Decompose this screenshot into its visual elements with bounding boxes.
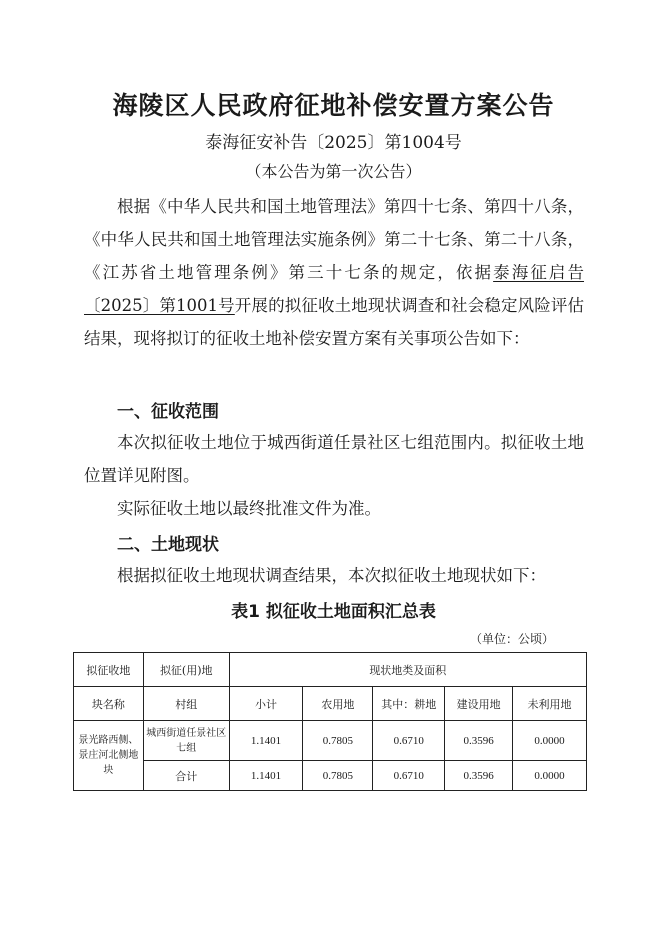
header-cultivated: 其中：耕地 bbox=[373, 687, 445, 721]
total-subtotal-cell: 1.1401 bbox=[229, 761, 303, 791]
subtotal-cell: 1.1401 bbox=[229, 721, 303, 761]
intro-text-part1: 根据《中华人民共和国土地管理法》第四十七条、第四十八条，《中华人民共和国土地管理法实施条例》第二十七条、第二十八条，《江苏省土地管理条例》第三十七条的规定，依据 bbox=[84, 197, 584, 282]
scope-note-paragraph: 实际征收土地以最终批准文件为准。 bbox=[117, 499, 381, 518]
page-title: 海陵区人民政府征地补偿安置方案公告 bbox=[112, 91, 555, 120]
table-subheader-row bbox=[74, 687, 587, 721]
total-label-cell: 合计 bbox=[143, 761, 229, 791]
construction-cell: 0.3596 bbox=[445, 721, 513, 761]
section-heading-status: 二、土地现状 bbox=[117, 535, 219, 555]
intro-paragraph bbox=[84, 190, 584, 355]
header-village-line2: 村组 bbox=[143, 687, 229, 721]
unused-cell: 0.0000 bbox=[513, 721, 587, 761]
block-name-cell: 景光路西侧、景庄河北侧地块 bbox=[74, 721, 144, 791]
section-heading-scope: 一、征收范围 bbox=[117, 402, 219, 422]
header-subtotal: 小计 bbox=[229, 687, 303, 721]
header-land-type-group: 现状地类及面积 bbox=[229, 653, 586, 687]
intro-text-part2: 开展的拟征收土地现状调查和社会稳定风险评估结果，现将拟订的征收土地补偿安置方案有关事项公告如下： bbox=[84, 296, 585, 348]
referenced-notice-number: 泰海征启告〔2025〕第1001号 bbox=[84, 263, 585, 315]
header-construction: 建设用地 bbox=[445, 687, 513, 721]
status-paragraph: 根据拟征收土地现状调查结果，本次拟征收土地现状如下： bbox=[117, 566, 546, 585]
document-subtitle: （本公告为第一次公告） bbox=[245, 162, 422, 181]
village-cell: 城西街道任景社区七组 bbox=[143, 721, 229, 761]
total-cultivated-cell: 0.6710 bbox=[373, 761, 445, 791]
table-unit: （单位：公顷） bbox=[470, 632, 555, 646]
header-block-name-line2: 块名称 bbox=[74, 687, 144, 721]
header-agricultural: 农用地 bbox=[303, 687, 373, 721]
table-header-row bbox=[74, 653, 587, 687]
land-area-table bbox=[73, 652, 587, 791]
total-unused-cell: 0.0000 bbox=[513, 761, 587, 791]
total-agricultural-cell: 0.7805 bbox=[303, 761, 373, 791]
header-village-line1: 拟征(用)地 bbox=[143, 653, 229, 687]
table-caption: 表1 拟征收土地面积汇总表 bbox=[231, 602, 436, 622]
document-number: 泰海征安补告〔2025〕第1004号 bbox=[205, 133, 462, 153]
total-construction-cell: 0.3596 bbox=[445, 761, 513, 791]
agricultural-cell: 0.7805 bbox=[303, 721, 373, 761]
scope-paragraph: 本次拟征收土地位于城西街道任景社区七组范围内。拟征收土地位置详见附图。 bbox=[84, 433, 584, 485]
cultivated-cell: 0.6710 bbox=[373, 721, 445, 761]
table-row bbox=[74, 721, 587, 761]
header-unused: 未利用地 bbox=[513, 687, 587, 721]
table-total-row bbox=[74, 761, 587, 791]
header-block-name-line1: 拟征收地 bbox=[74, 653, 144, 687]
